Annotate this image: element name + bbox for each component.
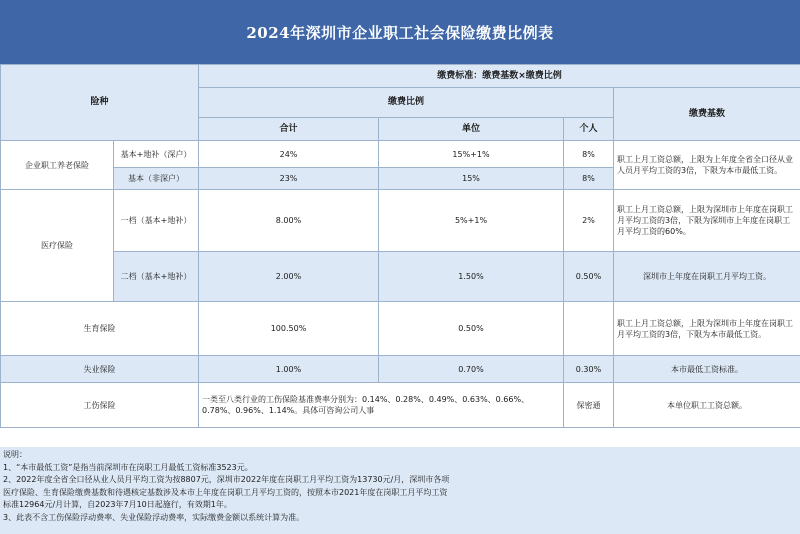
injury-base: 本单位职工工资总额。	[614, 383, 800, 428]
note-line: 标准12964元/月计算，自2023年7月10日起施行，有效期1年。	[3, 500, 232, 509]
medical-a-individual: 2%	[564, 190, 614, 252]
header-total: 合计	[199, 118, 379, 141]
medical-b-employer: 1.50%	[379, 252, 564, 302]
maternity-individual	[564, 302, 614, 356]
unemployment-total: 1.00%	[199, 356, 379, 383]
note-line: 3、此表不含工伤保险浮动费率、失业保险浮动费率，实际缴费金额以系统计算为准。	[3, 512, 305, 522]
medical-b-total: 2.00%	[199, 252, 379, 302]
unemployment-individual: 0.30%	[564, 356, 614, 383]
header-individual: 个人	[564, 118, 614, 141]
maternity-employer: 0.50%	[379, 302, 564, 356]
note-line: 医疗保险、生育保险缴费基数和待遇核定基数涉及本市上年度在岗职工月平均工资的，按照本市2021年度在岗职工月平均工资	[3, 487, 448, 497]
medical-a-base: 职工上月工资总额，上限为深圳市上年度在岗职工月平均工资的3倍，下限为深圳市上年度在岗职工月平均工资的60%。	[614, 190, 800, 252]
page-title: 2024年深圳市企业职工社会保险缴费比例表	[0, 0, 800, 64]
medical-a-sub: 一档（基本+地补）	[114, 190, 199, 252]
pension-a-total: 24%	[199, 141, 379, 168]
header-formula: 缴费标准：缴费基数×缴费比例	[199, 65, 800, 88]
pension-b-total: 23%	[199, 168, 379, 190]
header-insurance-type: 险种	[1, 65, 199, 141]
injury-individual: 保密通	[564, 383, 614, 428]
header-employer: 单位	[379, 118, 564, 141]
pension-a-sub: 基本+地补（深户）	[114, 141, 199, 168]
injury-name: 工伤保险	[1, 383, 199, 428]
pension-b-individual: 8%	[564, 168, 614, 190]
unemployment-base: 本市最低工资标准。	[614, 356, 800, 383]
medical-b-sub: 二档（基本+地补）	[114, 252, 199, 302]
pension-name: 企业职工养老保险	[1, 141, 114, 190]
header-base: 缴费基数	[614, 88, 800, 141]
pension-b-sub: 基本（非深户）	[114, 168, 199, 190]
rate-table	[0, 64, 800, 428]
maternity-base: 职工上月工资总额，上限为深圳市上年度在岗职工月平均工资的3倍，下限为本市最低工资。	[614, 302, 800, 356]
pension-a-individual: 8%	[564, 141, 614, 168]
medical-b-individual: 0.50%	[564, 252, 614, 302]
note-line: 说明：	[3, 450, 27, 459]
medical-a-employer: 5%+1%	[379, 190, 564, 252]
note-line: 1、“本市最低工资”是指当前深圳市在岗职工月最低工资标准3523元。	[3, 462, 253, 472]
pension-b-employer: 15%	[379, 168, 564, 190]
pension-base: 职工上月工资总额，上限为上年度全省全口径从业人员月平均工资的3倍，下限为本市最低工资。	[614, 141, 800, 190]
maternity-name: 生育保险	[1, 302, 199, 356]
medical-a-total: 8.00%	[199, 190, 379, 252]
unemployment-name: 失业保险	[1, 356, 199, 383]
unemployment-employer: 0.70%	[379, 356, 564, 383]
notes	[3, 449, 793, 524]
header-rate: 缴费比例	[199, 88, 614, 118]
maternity-total: 100.50%	[199, 302, 379, 356]
injury-rate: 一类至八类行业的工伤保险基准费率分别为：0.14%、0.28%、0.49%、0.63%、0.66%、0.78%、0.96%、1.14%。具体可咨询公司人事	[199, 383, 564, 428]
note-line: 2、2022年度全省全口径从业人员月平均工资为按8807元，深圳市2022年度在岗职工月平均工资为13730元/月，深圳市各项	[3, 475, 450, 484]
medical-b-base: 深圳市上年度在岗职工月平均工资。	[614, 252, 800, 302]
pension-a-employer: 15%+1%	[379, 141, 564, 168]
medical-name: 医疗保险	[1, 190, 114, 302]
